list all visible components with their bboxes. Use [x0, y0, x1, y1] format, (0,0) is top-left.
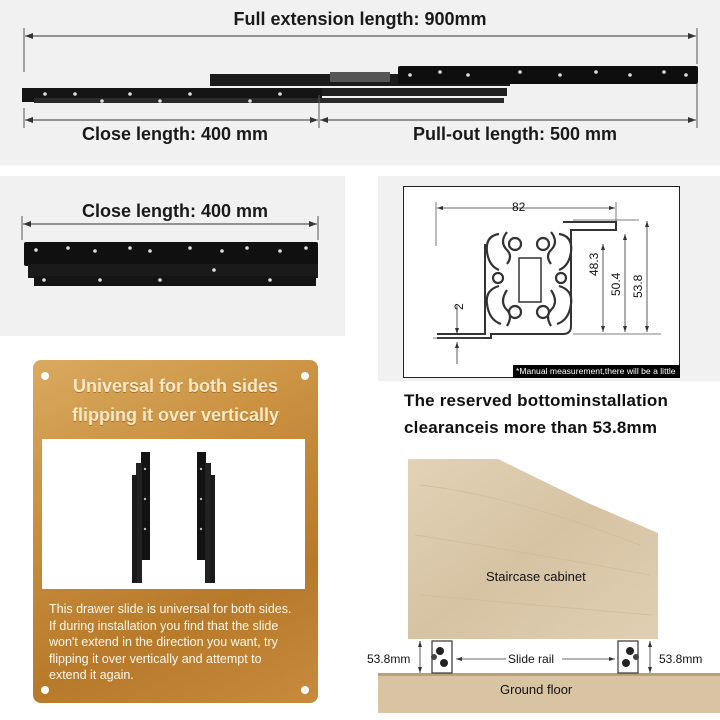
left-slide-bracket	[431, 641, 452, 673]
screw-hole	[301, 686, 309, 694]
height-dimension-2: 50.4	[609, 272, 623, 296]
right-slide-bracket	[618, 641, 639, 673]
gap-dimension: 2	[452, 303, 466, 310]
universal-description	[49, 601, 311, 684]
closed-length-label: Close length: 400 mm	[81, 201, 269, 221]
close-length-label: Close length: 400 mm	[81, 124, 269, 144]
width-dimension-value: 82	[512, 200, 526, 214]
measurement-note: *Manual measurement,there will be a little	[513, 365, 680, 378]
description-line: won't extend in the direction you want, try	[49, 635, 278, 650]
description-line: extend it again.	[49, 668, 134, 683]
clearance-line-1: The reserved bottominstallation	[404, 391, 669, 410]
height-dimension-3: 53.8	[631, 274, 645, 298]
ground-floor-label: Ground floor	[500, 682, 573, 697]
description-line: If during installation you find that the slide	[49, 618, 279, 633]
closed-slide-figure	[0, 176, 345, 336]
universal-card	[33, 360, 318, 703]
flip-illustration	[42, 439, 305, 589]
slide-rail-label: Slide rail	[508, 652, 555, 666]
screw-hole	[41, 686, 49, 694]
description-line: This drawer slide is universal for both sides.	[49, 602, 292, 616]
description-line: flipping it over vertically and attempt to	[49, 651, 262, 666]
pull-out-length-label: Pull-out length: 500 mm	[412, 124, 617, 144]
height-dimension-1: 48.3	[587, 252, 601, 276]
inner-rail	[398, 66, 698, 84]
universal-title-2: flipping it over vertically	[71, 405, 280, 425]
flipped-slides-figure	[42, 439, 305, 589]
cabinet-label: Staircase cabinet	[486, 569, 586, 584]
right-clearance-label: 53.8mm	[659, 652, 703, 666]
cabinet-diagram	[360, 455, 720, 720]
full-extension-label: Full extension length: 900mm	[233, 9, 487, 29]
clearance-line-2: clearanceis more than 53.8mm	[404, 418, 658, 437]
left-clearance-label: 53.8mm	[367, 652, 411, 666]
universal-title-1: Universal for both sides	[72, 376, 279, 396]
